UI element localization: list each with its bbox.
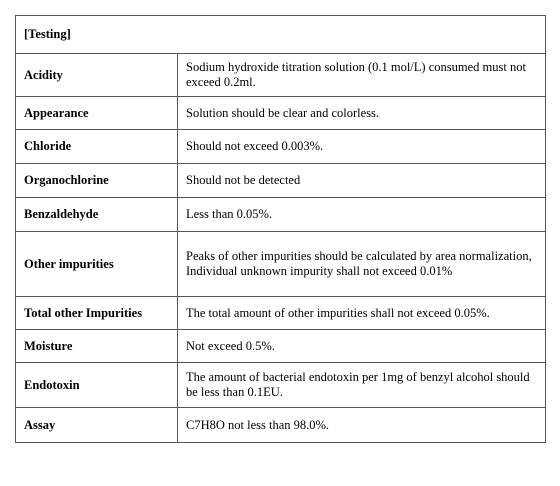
test-name: Appearance [16, 97, 178, 130]
test-requirement: Should not exceed 0.003%. [178, 130, 546, 164]
test-name: Benzaldehyde [16, 198, 178, 232]
table-row [16, 164, 546, 198]
test-name: Other impurities [16, 232, 178, 297]
test-requirement: Sodium hydroxide titration solution (0.1 mol/L) consumed must not exceed 0.2ml. [178, 54, 546, 97]
test-requirement: Less than 0.05%. [178, 198, 546, 232]
table-header-row [16, 16, 546, 54]
test-name: Total other Impurities [16, 297, 178, 330]
test-name: Organochlorine [16, 164, 178, 198]
test-name: Acidity [16, 54, 178, 97]
test-requirement: Peaks of other impurities should be calculated by area normalization, Individual unknown impurity shall not exceed 0.01% [178, 232, 546, 297]
table-row [16, 54, 546, 97]
test-name: Chloride [16, 130, 178, 164]
table-row [16, 97, 546, 130]
test-requirement: The total amount of other impurities shall not exceed 0.05%. [178, 297, 546, 330]
table-row [16, 363, 546, 408]
table-row [16, 408, 546, 443]
test-requirement: Should not be detected [178, 164, 546, 198]
test-requirement: Not exceed 0.5%. [178, 330, 546, 363]
test-name: Assay [16, 408, 178, 443]
testing-spec-table [15, 15, 546, 443]
test-requirement: The amount of bacterial endotoxin per 1mg of benzyl alcohol should be less than 0.1EU. [178, 363, 546, 408]
table-row [16, 297, 546, 330]
test-requirement: C7H8O not less than 98.0%. [178, 408, 546, 443]
test-requirement: Solution should be clear and colorless. [178, 97, 546, 130]
table-row [16, 198, 546, 232]
test-name: Moisture [16, 330, 178, 363]
test-name: Endotoxin [16, 363, 178, 408]
table-row [16, 330, 546, 363]
section-title: [Testing] [16, 16, 546, 54]
table-row [16, 232, 546, 297]
table-row [16, 130, 546, 164]
